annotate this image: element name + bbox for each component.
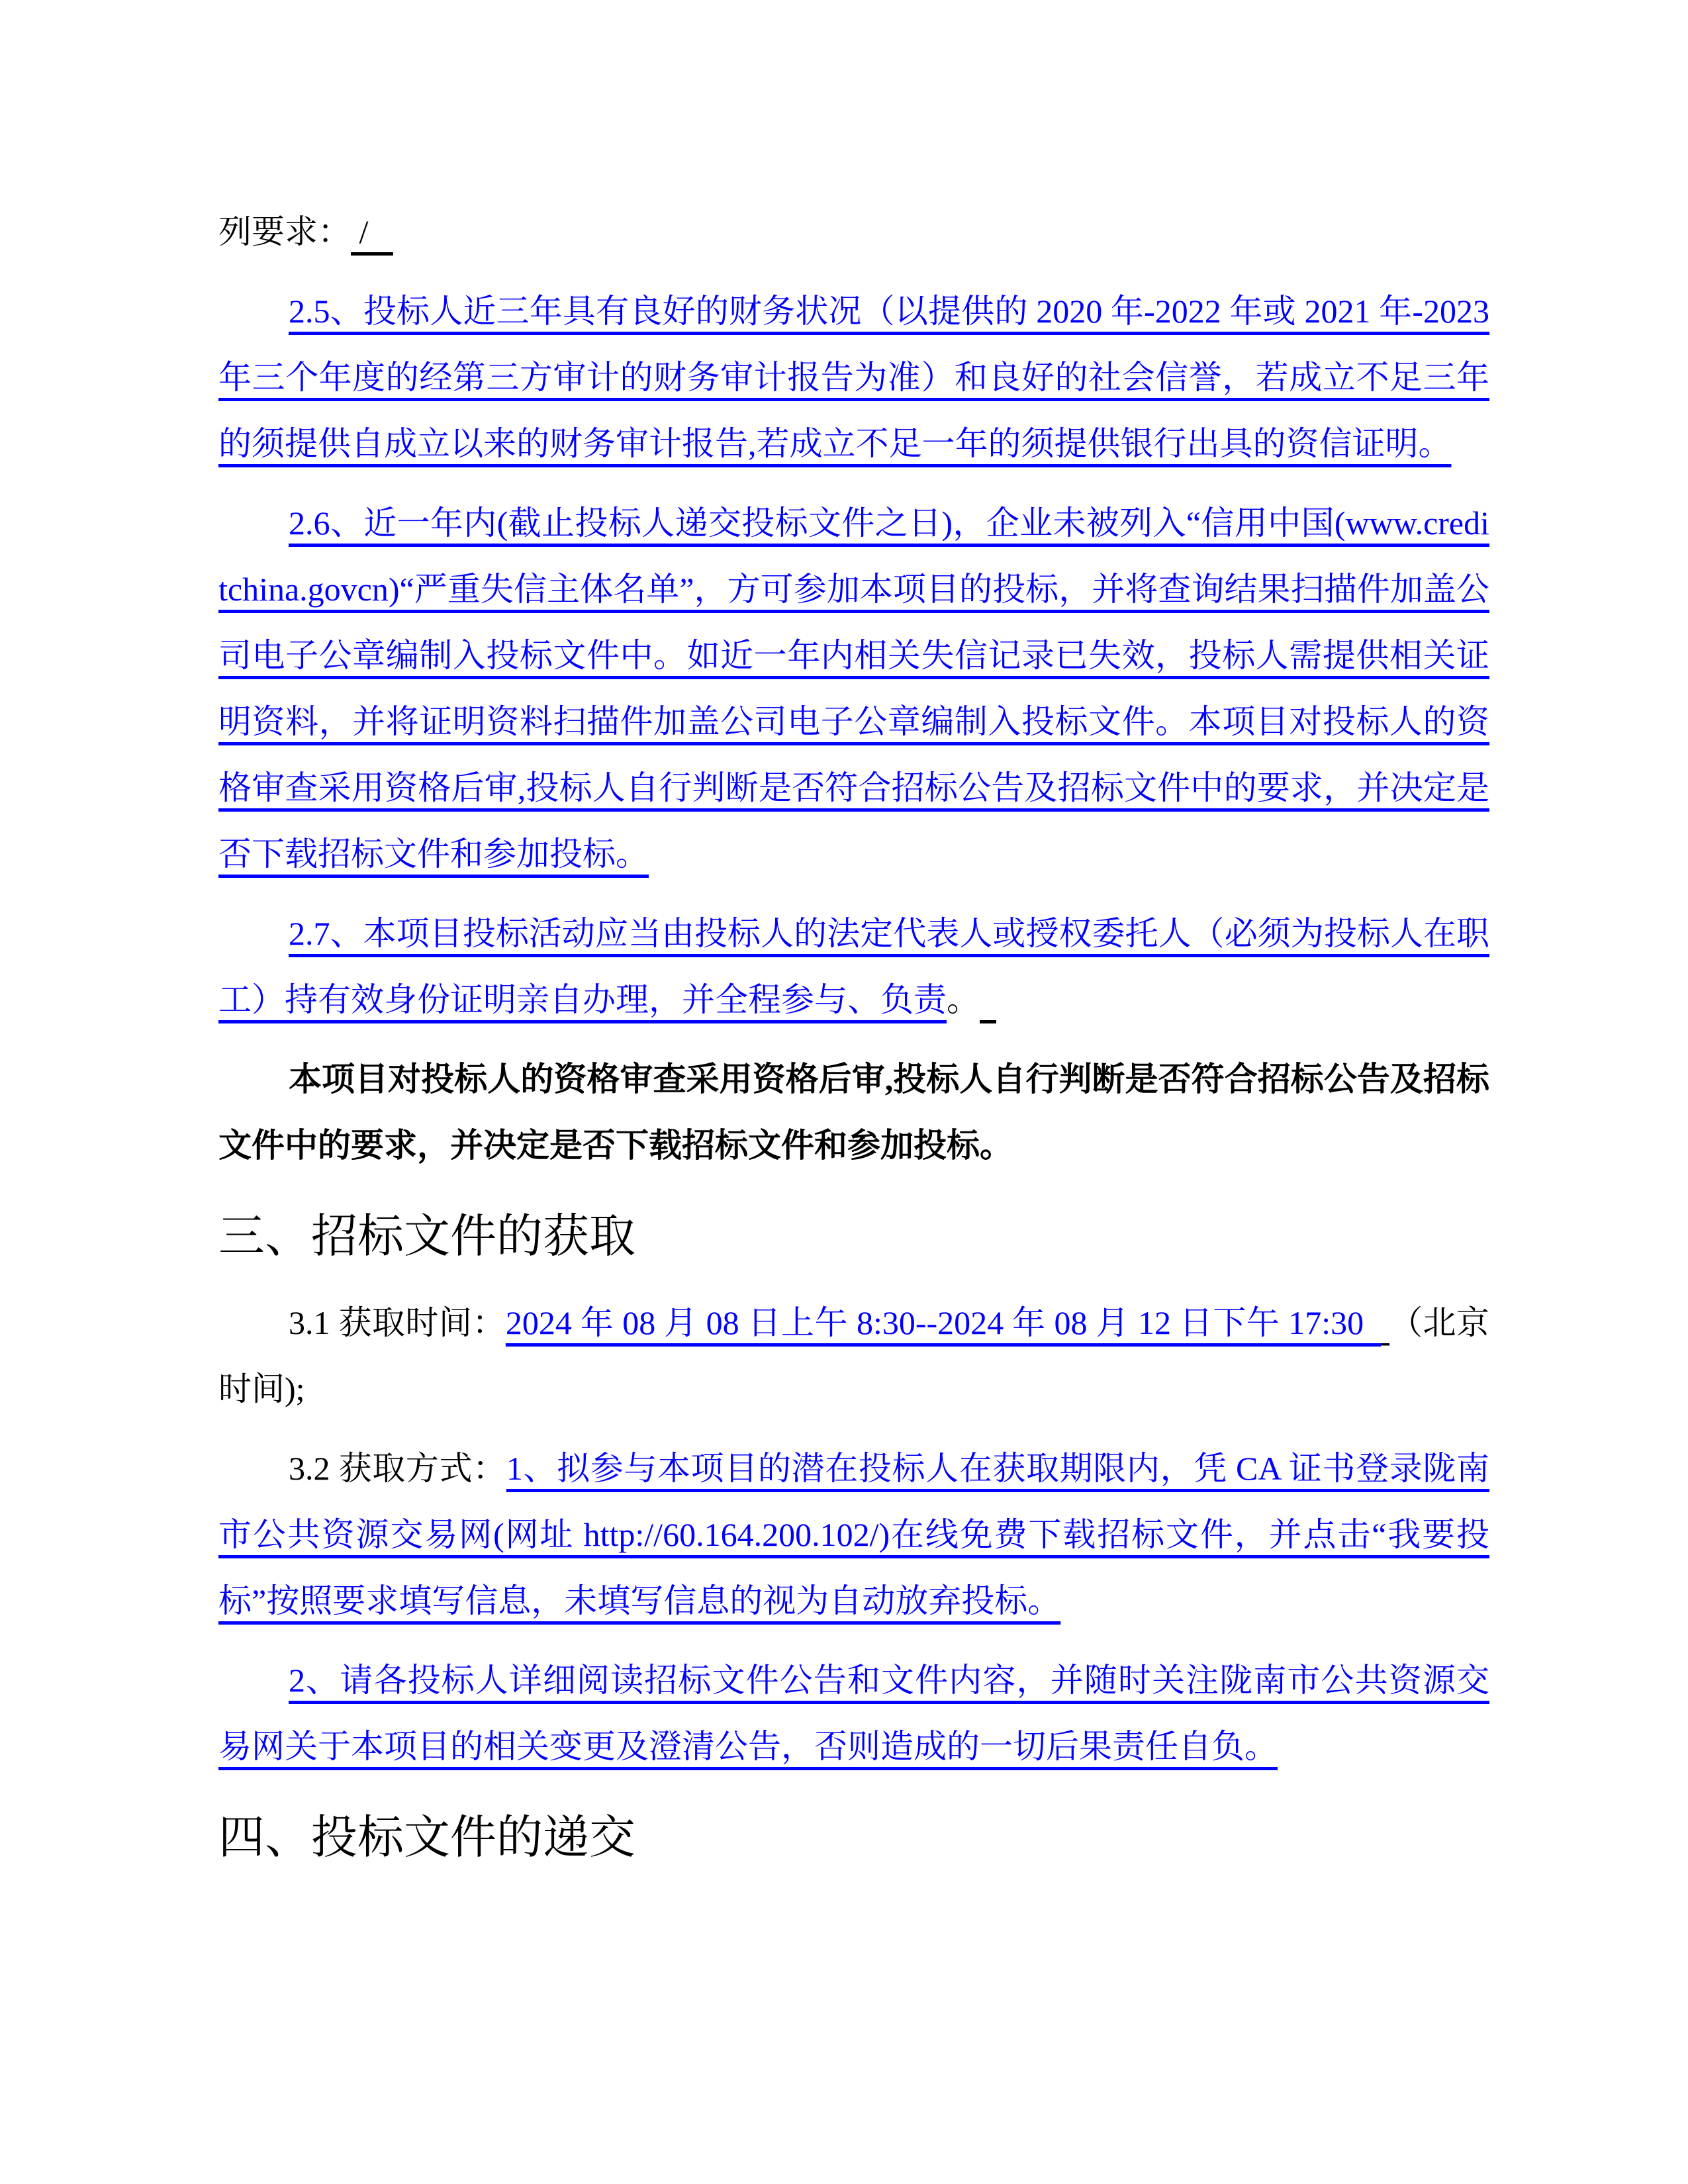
clause-2-7-text: 2.7、本项目投标活动应当由投标人的法定代表人或授权委托人（必须为投标人在职工）持有效身份证明亲自办理，并全程参与、负责 — [218, 915, 1489, 1018]
clause-2-6 — [218, 490, 1489, 887]
item-3-1-blank — [1381, 1304, 1389, 1341]
item-3-note-text: 2、请各投标人详细阅读招标文件公告和文件内容，并随时关注陇南市公共资源交易网关于本项目的相关变更及澄清公告，否则造成的一切后果责任自负。 — [218, 1662, 1489, 1765]
item-3-2-method: 1、拟参与本项目的潜在投标人在获取期限内，凭 CA 证书登录陇南市公共资源交易网(网址 http://60.164.200.102/)在线免费下载招标文件，并点击“我要投标”按照要求填写信息，未填写信息的视为自动放弃投标。 — [218, 1450, 1490, 1619]
document-content — [218, 199, 1489, 1891]
section-3-heading: 三、招标文件的获取 — [218, 1211, 635, 1262]
section-4-heading: 四、投标文件的递交 — [218, 1813, 635, 1864]
clause-2-7 — [218, 900, 1489, 1033]
item-3-1-label: 3.1 获取时间： — [289, 1304, 506, 1341]
item-3-note — [218, 1647, 1489, 1780]
clause-2-5-text: 2.5、投标人近三年具有良好的财务状况（以提供的 2020 年-2022 年或 2021 年-2023 年三个年度的经第三方审计的财务审计报告为准）和良好的社会信誉，若成立不足三年的须提供自成立以来的财务审计报告,若成立不足一年的须提供银行出具的资信证明。 — [218, 293, 1489, 462]
clause-2-7-period: 。 — [947, 981, 980, 1018]
item-3-2-label: 3.2 获取方式： — [289, 1450, 506, 1487]
item-3-1-suffix: （北京时间); — [218, 1304, 1490, 1407]
qualification-notice: 本项目对投标人的资格审查采用资格后审,投标人自行判断是否符合招标公告及招标文件中的要求，并决定是否下载招标文件和参加投标。 — [218, 1061, 1489, 1164]
item-3-2 — [218, 1435, 1489, 1634]
paragraph-continuation — [218, 199, 1489, 265]
clause-2-7-blank — [980, 981, 996, 1018]
fill-in-blank: / — [351, 213, 393, 250]
item-3-1-dates: 2024 年 08 月 08 日上午 8:30--2024 年 08 月 12 日下午 17:30 — [505, 1304, 1382, 1341]
clause-2-6-text: 2.6、近一年内(截止投标人递交投标文件之日)，企业未被列入“信用中国(www.creditchina.govcn)“严重失信主体名单”，方可参加本项目的投标，并将查询结果扫描件加盖公司电子公章编制入投标文件中。如近一年内相关失信记录已失效，投标人需提供相关证明资料，并将证明资料扫描件加盖公司电子公章编制入投标文件。本项目对投标人的资格审查采用资格后审,投标人自行判断是否符合招标公告及招标文件中的要求，并决定是否下载招标文件和参加投标。 — [218, 504, 1489, 873]
lead-label: 列要求： — [218, 213, 351, 250]
item-3-1 — [218, 1290, 1489, 1422]
clause-2-5 — [218, 278, 1489, 477]
